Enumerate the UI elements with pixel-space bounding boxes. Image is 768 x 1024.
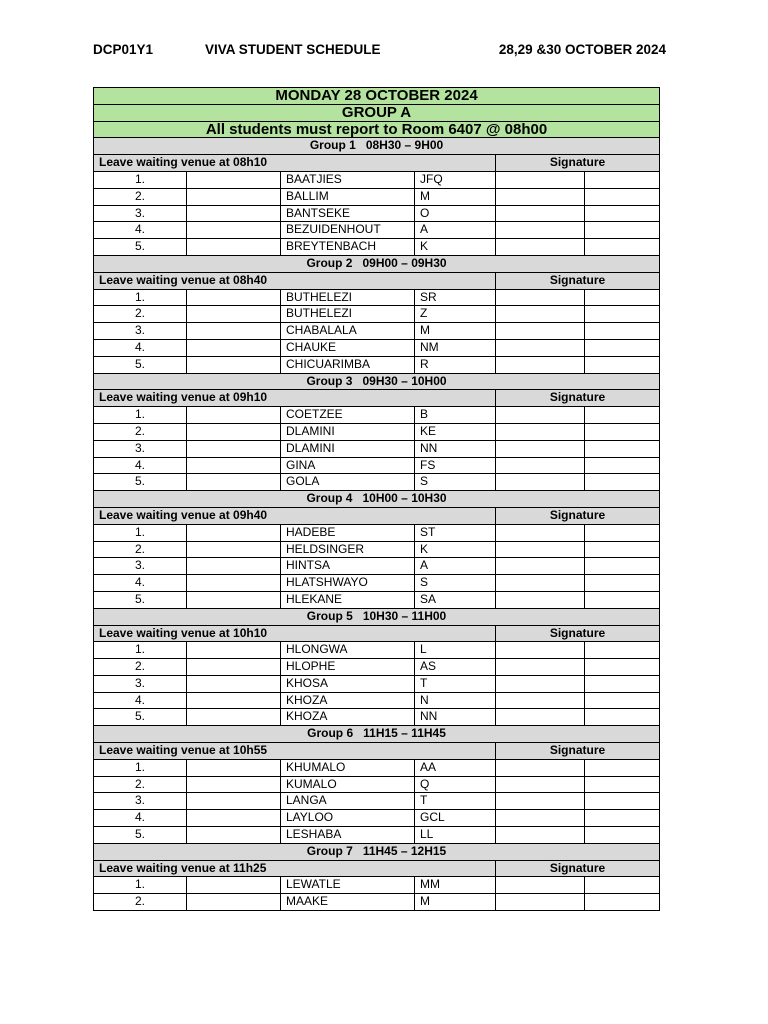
signature-cell xyxy=(585,289,660,306)
student-initials: GCL xyxy=(415,810,496,827)
blank-cell xyxy=(187,171,281,188)
blank-cell xyxy=(187,239,281,256)
student-row xyxy=(94,659,660,676)
group-label: Group 2 xyxy=(306,255,353,270)
student-row xyxy=(94,457,660,474)
student-surname: HLONGWA xyxy=(281,642,415,659)
group-time: 11H15 – 11H45 xyxy=(363,726,446,741)
student-row xyxy=(94,575,660,592)
student-row xyxy=(94,810,660,827)
student-initials: A xyxy=(415,222,496,239)
signature-cell xyxy=(496,591,585,608)
group-heading xyxy=(94,491,660,508)
student-surname: CHABALALA xyxy=(281,323,415,340)
signature-cell xyxy=(496,675,585,692)
blank-cell xyxy=(187,591,281,608)
student-number: 4. xyxy=(94,339,187,356)
group-heading xyxy=(94,843,660,860)
blank-cell xyxy=(187,339,281,356)
blank-cell xyxy=(187,188,281,205)
signature-header: Signature xyxy=(496,625,660,642)
student-initials: K xyxy=(415,541,496,558)
student-number: 2. xyxy=(94,188,187,205)
student-row xyxy=(94,793,660,810)
student-number: 1. xyxy=(94,877,187,894)
student-surname: BANTSEKE xyxy=(281,205,415,222)
signature-cell xyxy=(496,289,585,306)
blank-cell xyxy=(187,524,281,541)
blank-cell xyxy=(187,440,281,457)
student-initials: S xyxy=(415,575,496,592)
signature-cell xyxy=(496,541,585,558)
student-initials: Q xyxy=(415,776,496,793)
student-surname: KHUMALO xyxy=(281,759,415,776)
blank-cell xyxy=(187,205,281,222)
student-surname: KHOZA xyxy=(281,692,415,709)
student-row xyxy=(94,188,660,205)
student-initials: NN xyxy=(415,440,496,457)
student-number: 3. xyxy=(94,440,187,457)
blank-cell xyxy=(187,289,281,306)
student-row xyxy=(94,642,660,659)
group-time: 09H30 – 10H00 xyxy=(362,373,447,388)
student-surname: KUMALO xyxy=(281,776,415,793)
student-row xyxy=(94,440,660,457)
blank-cell xyxy=(187,877,281,894)
signature-header: Signature xyxy=(496,272,660,289)
student-number: 3. xyxy=(94,205,187,222)
venue-departure: Leave waiting venue at 10h55 xyxy=(94,743,496,760)
student-row xyxy=(94,692,660,709)
student-number: 3. xyxy=(94,558,187,575)
blank-cell xyxy=(187,575,281,592)
signature-cell xyxy=(496,356,585,373)
student-initials: AS xyxy=(415,659,496,676)
blank-cell xyxy=(187,759,281,776)
student-initials: NN xyxy=(415,709,496,726)
group-header-row xyxy=(94,608,660,625)
student-row xyxy=(94,171,660,188)
student-surname: LAYLOO xyxy=(281,810,415,827)
blank-cell xyxy=(187,675,281,692)
student-surname: HLEKANE xyxy=(281,591,415,608)
student-row xyxy=(94,289,660,306)
group-header-row xyxy=(94,843,660,860)
student-initials: KE xyxy=(415,423,496,440)
student-initials: L xyxy=(415,642,496,659)
student-initials: M xyxy=(415,323,496,340)
signature-cell xyxy=(585,793,660,810)
signature-cell xyxy=(496,793,585,810)
signature-cell xyxy=(496,222,585,239)
signature-header: Signature xyxy=(496,390,660,407)
signature-cell xyxy=(585,810,660,827)
student-row xyxy=(94,239,660,256)
student-number: 1. xyxy=(94,407,187,424)
signature-cell xyxy=(585,759,660,776)
venue-departure: Leave waiting venue at 08h10 xyxy=(94,155,496,172)
venue-departure: Leave waiting venue at 11h25 xyxy=(94,860,496,877)
student-row xyxy=(94,356,660,373)
signature-cell xyxy=(496,239,585,256)
group-time: 11H45 – 12H15 xyxy=(362,843,447,858)
student-number: 3. xyxy=(94,675,187,692)
signature-cell xyxy=(496,188,585,205)
student-surname: BREYTENBACH xyxy=(281,239,415,256)
group-label: Group 1 xyxy=(309,138,356,153)
report-instruction: All students must report to Room 6407 @ 08h00 xyxy=(94,121,660,138)
student-surname: GINA xyxy=(281,457,415,474)
signature-cell xyxy=(585,171,660,188)
signature-cell xyxy=(496,709,585,726)
signature-cell xyxy=(496,642,585,659)
signature-cell xyxy=(585,524,660,541)
signature-cell xyxy=(585,356,660,373)
blank-cell xyxy=(187,692,281,709)
signature-cell xyxy=(496,692,585,709)
student-row xyxy=(94,759,660,776)
group-header-row xyxy=(94,138,660,155)
report-banner-row xyxy=(94,121,660,138)
student-initials: O xyxy=(415,205,496,222)
student-row xyxy=(94,524,660,541)
student-surname: GOLA xyxy=(281,474,415,491)
student-initials: SA xyxy=(415,591,496,608)
signature-cell xyxy=(585,541,660,558)
student-surname: BUTHELEZI xyxy=(281,289,415,306)
group-header-row xyxy=(94,491,660,508)
schedule-table xyxy=(93,87,660,911)
student-row xyxy=(94,877,660,894)
signature-cell xyxy=(585,776,660,793)
signature-cell xyxy=(585,457,660,474)
student-surname: KHOSA xyxy=(281,675,415,692)
signature-cell xyxy=(496,575,585,592)
group-time: 10H30 – 11H00 xyxy=(362,608,447,623)
student-row xyxy=(94,776,660,793)
blank-cell xyxy=(187,423,281,440)
student-number: 5. xyxy=(94,356,187,373)
blank-cell xyxy=(187,793,281,810)
student-initials: MM xyxy=(415,877,496,894)
student-initials: K xyxy=(415,239,496,256)
signature-cell xyxy=(496,323,585,340)
student-number: 5. xyxy=(94,591,187,608)
signature-cell xyxy=(585,440,660,457)
signature-cell xyxy=(496,659,585,676)
student-surname: HLOPHE xyxy=(281,659,415,676)
signature-cell xyxy=(496,440,585,457)
student-number: 3. xyxy=(94,323,187,340)
day-banner-row xyxy=(94,88,660,105)
group-header-row xyxy=(94,726,660,743)
student-row xyxy=(94,407,660,424)
student-initials: S xyxy=(415,474,496,491)
student-surname: HELDSINGER xyxy=(281,541,415,558)
signature-cell xyxy=(496,810,585,827)
venue-departure: Leave waiting venue at 09h40 xyxy=(94,507,496,524)
group-label: Group 6 xyxy=(307,726,354,741)
student-row xyxy=(94,827,660,844)
venue-row xyxy=(94,390,660,407)
blank-cell xyxy=(187,776,281,793)
venue-departure: Leave waiting venue at 09h10 xyxy=(94,390,496,407)
signature-cell xyxy=(496,524,585,541)
student-row xyxy=(94,306,660,323)
signature-cell xyxy=(585,474,660,491)
student-row xyxy=(94,222,660,239)
student-number: 1. xyxy=(94,642,187,659)
signature-cell xyxy=(496,877,585,894)
signature-cell xyxy=(496,474,585,491)
signature-cell xyxy=(585,877,660,894)
blank-cell xyxy=(187,457,281,474)
signature-cell xyxy=(585,575,660,592)
group-banner-row xyxy=(94,104,660,121)
signature-cell xyxy=(496,776,585,793)
student-initials: T xyxy=(415,675,496,692)
signature-cell xyxy=(496,827,585,844)
student-number: 4. xyxy=(94,810,187,827)
signature-cell xyxy=(496,759,585,776)
student-row xyxy=(94,558,660,575)
student-row xyxy=(94,474,660,491)
student-initials: N xyxy=(415,692,496,709)
student-number: 5. xyxy=(94,827,187,844)
venue-row xyxy=(94,155,660,172)
student-surname: DLAMINI xyxy=(281,440,415,457)
student-surname: CHAUKE xyxy=(281,339,415,356)
day-title: MONDAY 28 OCTOBER 2024 xyxy=(94,88,660,105)
student-number: 5. xyxy=(94,239,187,256)
blank-cell xyxy=(187,222,281,239)
venue-row xyxy=(94,625,660,642)
signature-cell xyxy=(585,423,660,440)
student-number: 5. xyxy=(94,474,187,491)
student-number: 4. xyxy=(94,575,187,592)
signature-cell xyxy=(585,827,660,844)
student-initials: ST xyxy=(415,524,496,541)
blank-cell xyxy=(187,541,281,558)
venue-row xyxy=(94,507,660,524)
signature-cell xyxy=(585,642,660,659)
blank-cell xyxy=(187,474,281,491)
blank-cell xyxy=(187,827,281,844)
signature-cell xyxy=(585,323,660,340)
student-initials: M xyxy=(415,894,496,911)
student-row xyxy=(94,894,660,911)
signature-cell xyxy=(585,239,660,256)
student-initials: R xyxy=(415,356,496,373)
student-number: 1. xyxy=(94,289,187,306)
student-surname: BUTHELEZI xyxy=(281,306,415,323)
group-title: GROUP A xyxy=(94,104,660,121)
student-surname: BEZUIDENHOUT xyxy=(281,222,415,239)
student-row xyxy=(94,423,660,440)
signature-cell xyxy=(585,591,660,608)
blank-cell xyxy=(187,558,281,575)
signature-cell xyxy=(496,339,585,356)
student-number: 1. xyxy=(94,524,187,541)
student-surname: HADEBE xyxy=(281,524,415,541)
student-initials: M xyxy=(415,188,496,205)
venue-row xyxy=(94,860,660,877)
signature-header: Signature xyxy=(496,860,660,877)
signature-cell xyxy=(585,222,660,239)
student-initials: AA xyxy=(415,759,496,776)
student-number: 4. xyxy=(94,457,187,474)
student-surname: HINTSA xyxy=(281,558,415,575)
schedule-body xyxy=(94,88,660,911)
signature-cell xyxy=(585,188,660,205)
student-initials: NM xyxy=(415,339,496,356)
venue-row xyxy=(94,743,660,760)
student-initials: T xyxy=(415,793,496,810)
student-surname: KHOZA xyxy=(281,709,415,726)
schedule-dates: 28,29 &30 OCTOBER 2024 xyxy=(498,42,666,57)
group-time: 10H00 – 10H30 xyxy=(362,491,447,506)
signature-cell xyxy=(496,558,585,575)
signature-cell xyxy=(585,659,660,676)
group-heading xyxy=(94,373,660,390)
student-initials: SR xyxy=(415,289,496,306)
student-surname: MAAKE xyxy=(281,894,415,911)
student-initials: LL xyxy=(415,827,496,844)
student-number: 4. xyxy=(94,692,187,709)
group-header-row xyxy=(94,373,660,390)
signature-cell xyxy=(496,306,585,323)
signature-cell xyxy=(585,558,660,575)
blank-cell xyxy=(187,709,281,726)
signature-cell xyxy=(585,675,660,692)
student-initials: FS xyxy=(415,457,496,474)
signature-cell xyxy=(585,306,660,323)
student-row xyxy=(94,205,660,222)
blank-cell xyxy=(187,356,281,373)
blank-cell xyxy=(187,642,281,659)
student-number: 3. xyxy=(94,793,187,810)
group-time: 08H30 – 9H00 xyxy=(365,138,444,153)
signature-cell xyxy=(585,205,660,222)
document-header xyxy=(0,42,768,62)
signature-cell xyxy=(585,339,660,356)
blank-cell xyxy=(187,306,281,323)
student-initials: JFQ xyxy=(415,171,496,188)
signature-cell xyxy=(585,692,660,709)
student-surname: LANGA xyxy=(281,793,415,810)
blank-cell xyxy=(187,810,281,827)
blank-cell xyxy=(187,323,281,340)
student-row xyxy=(94,323,660,340)
student-row xyxy=(94,709,660,726)
signature-header: Signature xyxy=(496,507,660,524)
student-surname: LEWATLE xyxy=(281,877,415,894)
group-heading xyxy=(94,608,660,625)
student-surname: BALLIM xyxy=(281,188,415,205)
student-initials: Z xyxy=(415,306,496,323)
group-heading xyxy=(94,138,660,155)
group-heading xyxy=(94,726,660,743)
group-label: Group 5 xyxy=(306,608,353,623)
signature-cell xyxy=(585,894,660,911)
student-surname: BAATJIES xyxy=(281,171,415,188)
student-surname: HLATSHWAYO xyxy=(281,575,415,592)
signature-cell xyxy=(496,205,585,222)
signature-cell xyxy=(496,423,585,440)
student-number: 2. xyxy=(94,423,187,440)
group-label: Group 4 xyxy=(306,491,353,506)
signature-header: Signature xyxy=(496,155,660,172)
group-time: 09H00 – 09H30 xyxy=(362,255,447,270)
document-title: VIVA STUDENT SCHEDULE xyxy=(205,42,381,57)
student-number: 2. xyxy=(94,659,187,676)
venue-departure: Leave waiting venue at 08h40 xyxy=(94,272,496,289)
blank-cell xyxy=(187,407,281,424)
student-surname: LESHABA xyxy=(281,827,415,844)
group-label: Group 3 xyxy=(306,373,353,388)
group-header-row xyxy=(94,255,660,272)
signature-cell xyxy=(585,407,660,424)
signature-cell xyxy=(496,171,585,188)
module-code: DCP01Y1 xyxy=(93,42,154,57)
student-row xyxy=(94,591,660,608)
student-number: 1. xyxy=(94,759,187,776)
student-surname: DLAMINI xyxy=(281,423,415,440)
student-number: 2. xyxy=(94,541,187,558)
student-row xyxy=(94,541,660,558)
student-number: 1. xyxy=(94,171,187,188)
signature-cell xyxy=(496,407,585,424)
student-number: 2. xyxy=(94,894,187,911)
student-surname: COETZEE xyxy=(281,407,415,424)
student-number: 4. xyxy=(94,222,187,239)
signature-cell xyxy=(585,709,660,726)
signature-header: Signature xyxy=(496,743,660,760)
student-surname: CHICUARIMBA xyxy=(281,356,415,373)
signature-cell xyxy=(496,457,585,474)
venue-row xyxy=(94,272,660,289)
student-number: 2. xyxy=(94,306,187,323)
student-number: 2. xyxy=(94,776,187,793)
student-initials: A xyxy=(415,558,496,575)
venue-departure: Leave waiting venue at 10h10 xyxy=(94,625,496,642)
student-row xyxy=(94,675,660,692)
blank-cell xyxy=(187,894,281,911)
student-initials: B xyxy=(415,407,496,424)
student-number: 5. xyxy=(94,709,187,726)
group-label: Group 7 xyxy=(306,843,353,858)
signature-cell xyxy=(496,894,585,911)
blank-cell xyxy=(187,659,281,676)
group-heading xyxy=(94,255,660,272)
student-row xyxy=(94,339,660,356)
